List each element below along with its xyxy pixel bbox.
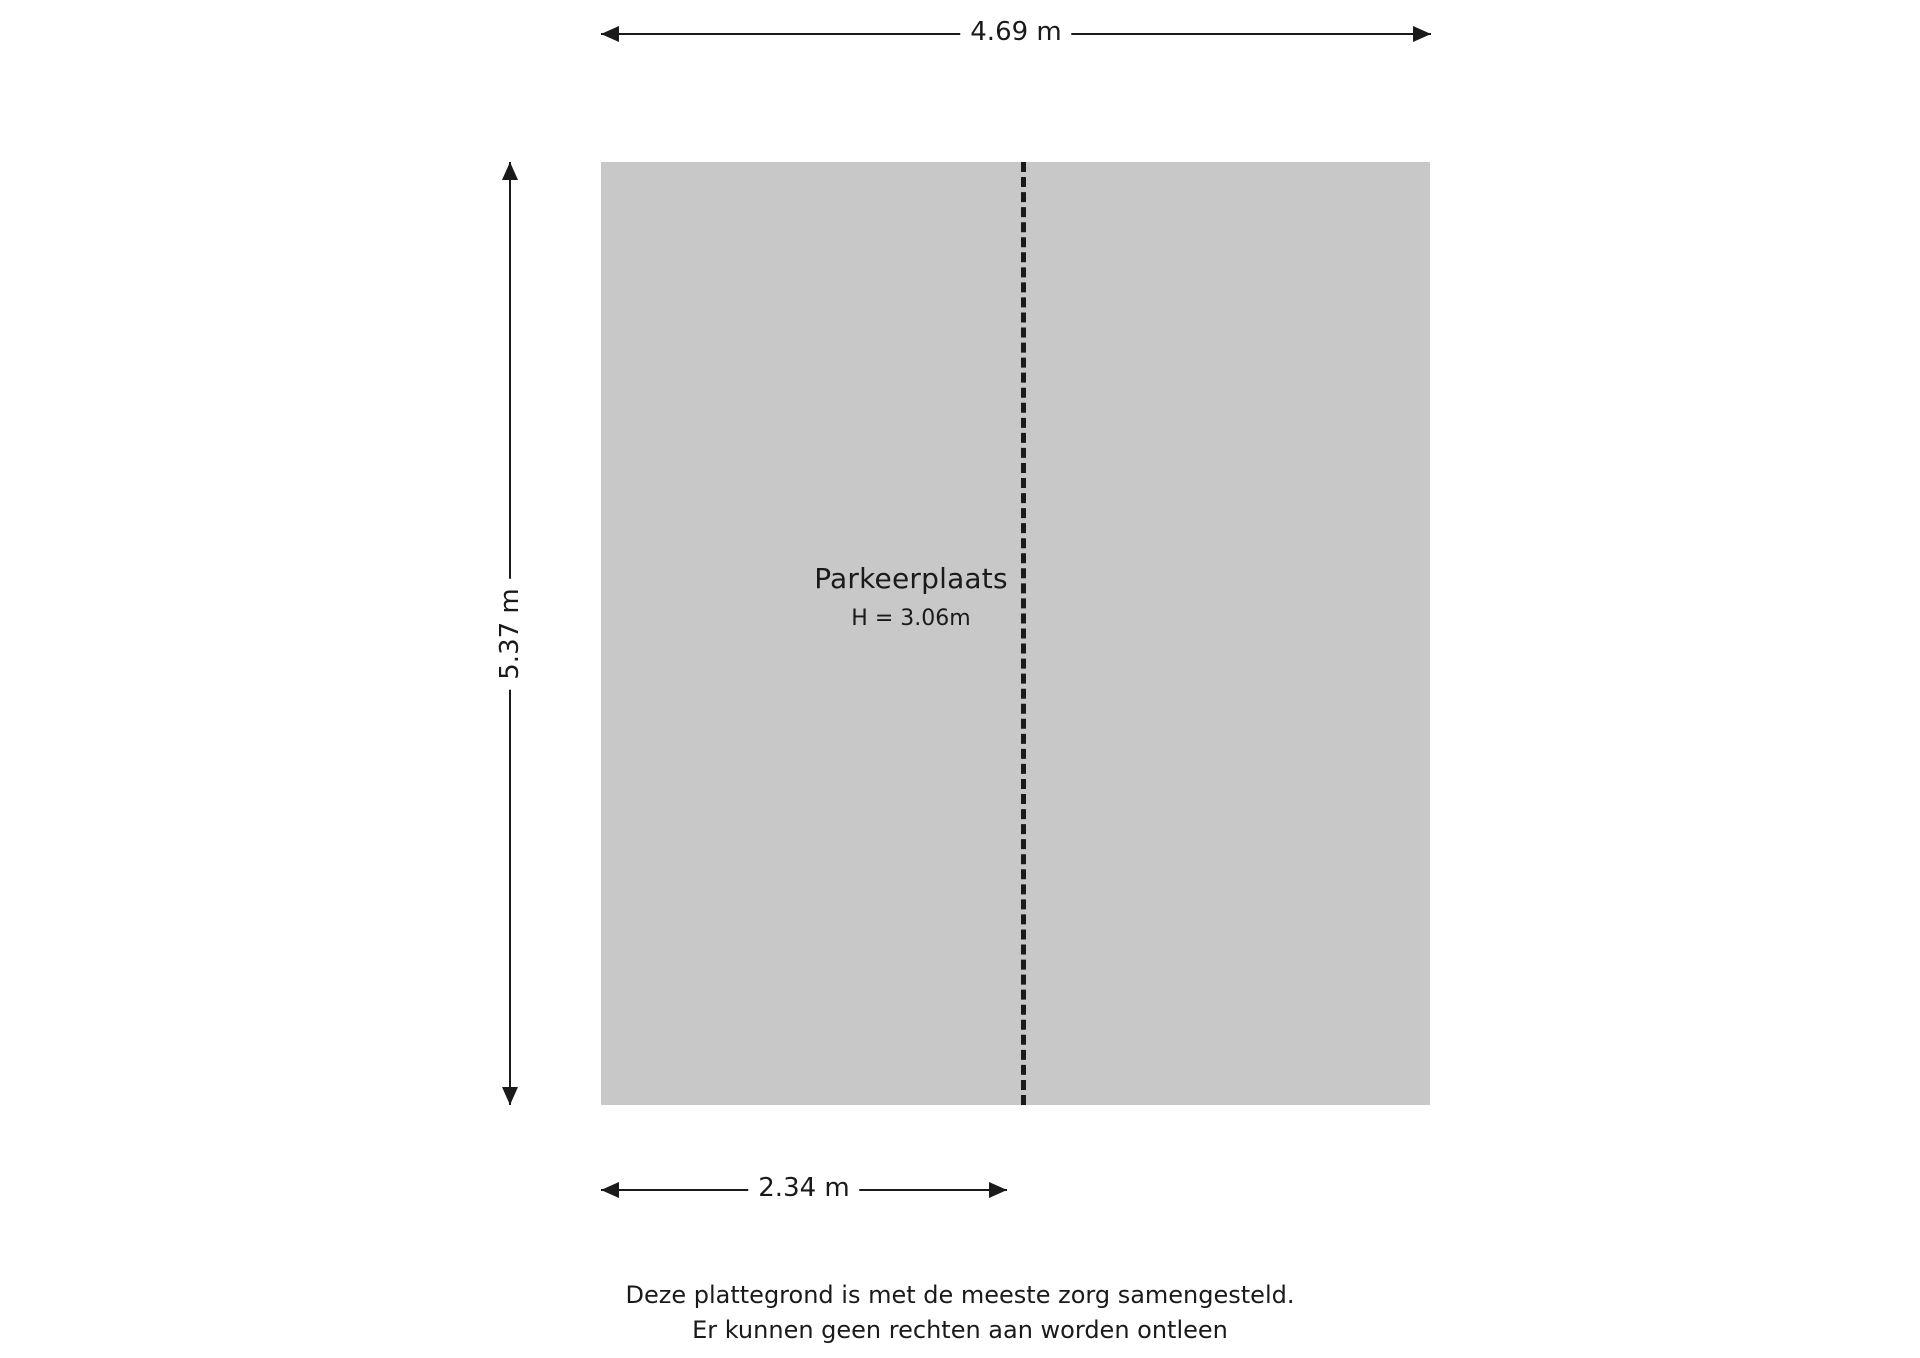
disclaimer-line-1: Deze plattegrond is met de meeste zorg samengesteld. [625,1281,1295,1309]
dimension-top-label: 4.69 m [960,17,1071,47]
room-height: H = 3.06m [851,605,971,631]
arrow-right-icon [1413,26,1431,42]
room-name: Parkeerplaats [814,562,1008,595]
disclaimer-line-2: Er kunnen geen rechten aan worden ontleen [692,1315,1228,1344]
arrow-down-icon [502,1087,518,1105]
room-shape-parkeerplaats [601,162,1430,1105]
disclaimer [0,1278,1920,1348]
arrow-up-icon [502,162,518,180]
dimension-bottom [601,1173,1007,1203]
dimension-top [601,17,1431,47]
dimension-left-label: 5.37 m [495,578,525,689]
room-divider-dashed-line [1021,162,1026,1105]
room-label [701,560,1121,633]
arrow-left-icon [601,1182,619,1198]
arrow-left-icon [601,26,619,42]
dimension-left [495,162,525,1105]
dimension-bottom-label: 2.34 m [748,1173,859,1203]
arrow-right-icon [989,1182,1007,1198]
